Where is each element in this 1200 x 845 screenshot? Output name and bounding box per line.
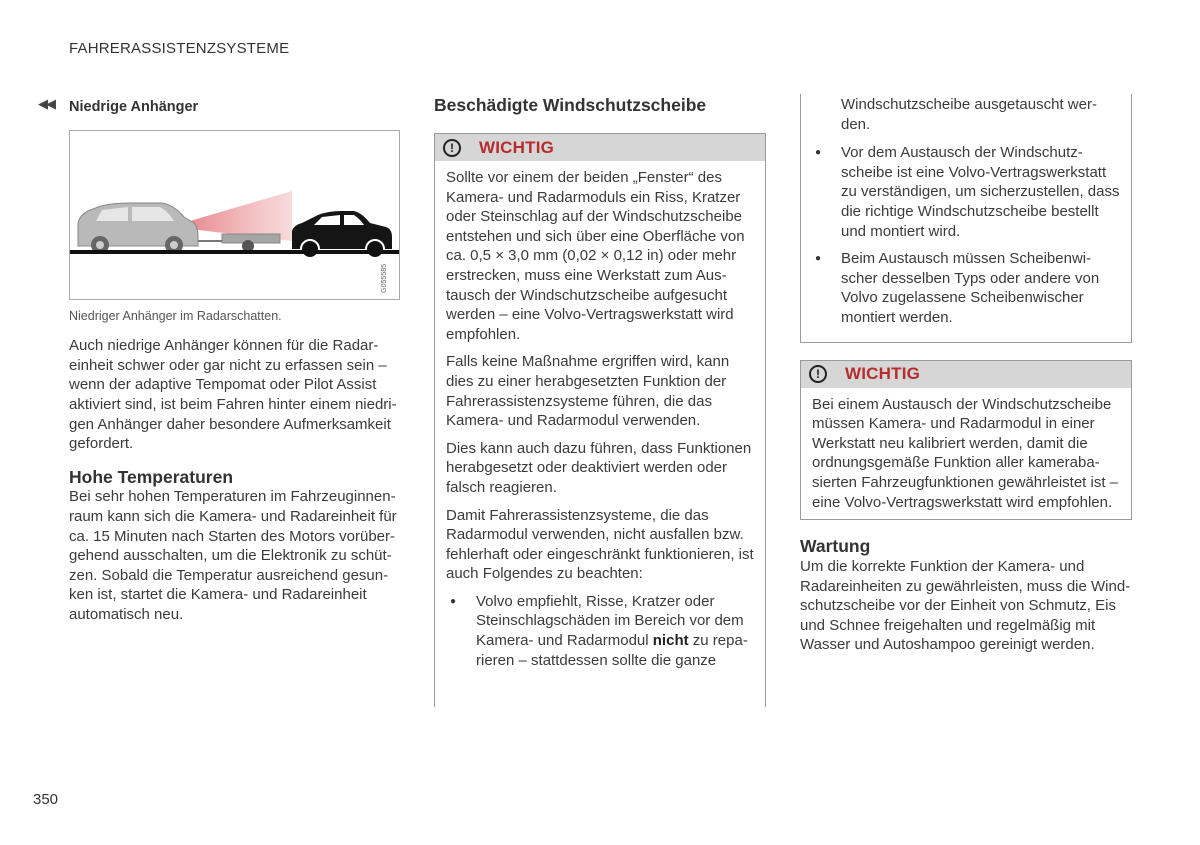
paragraph-low-trailers: Auch niedrige Anhänger können für die Radareinheit schwer oder gar nicht zu erfassen sein – wenn der adaptive Tempomat oder Pilot Assist aktiviert sind, ist beim Fahren hinter einem niedrigen Anhänger daher besondere Aufmerksamkeit gefordert. <box>69 337 397 453</box>
figure-code: G055585 <box>381 263 389 293</box>
page-number: 350 <box>33 791 59 808</box>
paragraph-high-temperatures: Bei sehr hohen Temperaturen im Fahrzeuginnenraum kann sich die Kamera- und Radareinheit für ca. 15 Minuten nach Starten des Motors vorübergehend ausschalten, um die Elektronik zu schützen. Sobald die Temperatur ausreichend gesunken ist, startet die Kamera- und Radareinheit automatisch neu. <box>69 488 397 623</box>
important-box-1-title: WICHTIG <box>479 137 555 157</box>
middle-column <box>434 95 766 707</box>
road-line <box>70 250 400 254</box>
important-box-2-body <box>801 388 1131 520</box>
important-box-2-header <box>801 361 1131 388</box>
important-paragraph-3: Dies kann auch dazu führen, dass Funktionen herabgesetzt oder deaktiviert werden oder falsch reagieren. <box>446 439 752 496</box>
important-paragraph-2: Falls keine Maßnahme ergriffen wird, kann dies zu einer herabgesetzten Funktion der Fahrerassistenzsysteme führen, die das Kamera- und Radarmodul verwenden. <box>446 353 730 430</box>
bullet-1-emphasis: nicht <box>652 632 689 650</box>
bullet-1-text: Volvo empfiehlt, Risse, Kratzer oder Steinschlagschäden im Bereich vor dem Kamera- und Radarmodul <box>476 592 744 650</box>
double-chevron-left-icon[interactable]: ◀◀ <box>38 96 54 111</box>
important-box-1-continued <box>800 94 1132 343</box>
important-box-2 <box>800 360 1132 521</box>
important-box-1 <box>434 133 766 707</box>
paragraph-maintenance: Um die korrekte Funktion der Kamera- und Radareinheiten zu gewährleisten, muss die Windschutzscheibe vor der Einheit von Schmutz, Eis und Schnee freigehalten und regelmäßig mit Wasser und Autoshampoo gereinigt werden. <box>800 558 1131 654</box>
exclamation-circle-icon: ! <box>809 365 827 383</box>
section-header: FAHRERASSISTENZSYSTEME <box>69 40 290 57</box>
list-item: ● Beim Austausch müssen Scheibenwischer desselben Typs oder andere von Volvo zugelassene Scheibenwischer montiert werden. <box>811 249 1121 327</box>
right-column <box>800 94 1132 655</box>
left-column <box>69 98 404 633</box>
exclamation-circle-icon: ! <box>443 139 461 157</box>
important-box-1-body <box>435 161 765 685</box>
low-trailer-icon <box>198 234 280 252</box>
bullet-1-text-end: zu reparieren – stattdessen sollte die ganze <box>476 632 748 669</box>
list-item: ● Vor dem Austausch der Windschutzscheibe ist eine Volvo-Vertragswerkstatt zu verständigen, um sicherzustellen, dass die richtige Windschutzscheibe bestellt und montiert wird. <box>811 143 1121 241</box>
heading-maintenance: Wartung <box>800 536 871 557</box>
figure-caption: Niedriger Anhänger im Radarschatten. <box>69 308 282 323</box>
subheading-low-trailers: Niedrige Anhänger <box>69 99 199 115</box>
illustration-radar-shadow <box>70 131 400 300</box>
important-paragraph-4: Damit Fahrerassistenzsysteme, die das Radarmodul verwenden, nicht ausfallen bzw. fehlerhaft oder eingeschränkt funktionieren, ist auch Folgendes zu beachten: <box>446 506 754 583</box>
important-bullet-list-continued <box>811 143 1121 327</box>
important-box-1-header <box>435 134 765 161</box>
important-bullet-list <box>446 592 755 670</box>
bullet-1-continuation: Windschutzscheibe ausgetauscht werden. <box>841 96 1097 133</box>
figure-low-trailer <box>69 130 400 300</box>
heading-damaged-windshield: Beschädigte Windschutzscheibe <box>434 95 707 115</box>
important-box-2-title: WICHTIG <box>845 364 921 384</box>
list-item <box>446 592 755 670</box>
important-paragraph-1: Sollte vor einem der beiden „Fenster“ des Kamera- und Radarmoduls ein Riss, Kratzer oder Steinschlag auf der Windschutzscheibe entstehen und sich über eine Oberfläche von ca. 0,5 × 3,0 mm (0,02 × 0,12 in) oder mehr erstrecken, muss eine Werkstatt zum Austausch der Windschutzscheibe aufgesucht werden – eine Volvo-Vertragswerkstatt wird empfohlen. <box>446 169 745 343</box>
important-box-2-text: Bei einem Austausch der Windschutzscheibe müssen Kamera- und Radarmodul in einer Werkstatt neu kalibriert werden, damit die ordnungsgemäße Funktion aller kamerabasierten Fahrzeugfunktionen gewährleistet ist – eine Volvo-Vertragswerkstatt wird empfohlen. <box>812 395 1119 511</box>
suv-icon <box>78 203 198 254</box>
heading-high-temperatures: Hohe Temperaturen <box>69 466 234 487</box>
